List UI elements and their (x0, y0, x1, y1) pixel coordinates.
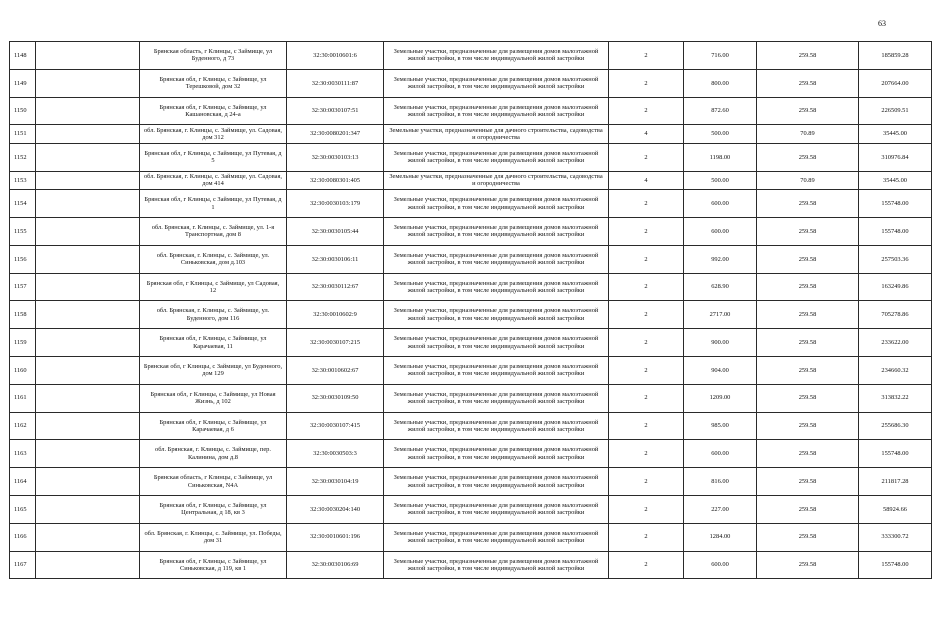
area-cell: 992.00 (684, 245, 757, 273)
land-use-cell: Земельные участки, предназначенные для размещения домов малоэтажной жилой застройки, в том числе индивидуальной жилой застройки (384, 190, 609, 218)
empty-cell (36, 523, 140, 551)
rate-cell: 259.58 (757, 495, 859, 523)
address-cell: Брянская обл, г Клинцы, с Займище, ул Центральная, д 18, кв 3 (140, 495, 287, 523)
area-cell: 872.60 (684, 97, 757, 125)
land-use-cell: Земельные участки, предназначенные для дачного строительства, садоводства и огородничества (384, 125, 609, 144)
address-cell: обл. Брянская, г. Клинцы, с. Займище, ул. Синьковская, дом д.103 (140, 245, 287, 273)
cadastral-value-cell: 35445.00 (859, 125, 932, 144)
empty-cell (36, 125, 140, 144)
empty-cell (36, 190, 140, 218)
cadastral-value-cell: 185859.28 (859, 42, 932, 70)
category-cell: 2 (609, 273, 684, 301)
table-row (10, 301, 932, 329)
cadastral-number-cell: 32:30:0030204:140 (287, 495, 384, 523)
table-row (10, 495, 932, 523)
row-number-cell: 1153 (10, 171, 36, 190)
area-cell: 500.00 (684, 171, 757, 190)
address-cell: Брянская обл, г Клинцы, с Займище, ул Карачаевая, д 6 (140, 412, 287, 440)
address-cell: Брянская обл, г Клинцы, с Займище, ул Терешковой, дом 32 (140, 69, 287, 97)
rate-cell: 259.58 (757, 440, 859, 468)
land-use-cell: Земельные участки, предназначенные для размещения домов малоэтажной жилой застройки, в том числе индивидуальной жилой застройки (384, 329, 609, 357)
area-cell: 600.00 (684, 190, 757, 218)
rate-cell: 259.58 (757, 329, 859, 357)
address-cell: обл. Брянская, г. Клинцы, с. Займище, ул. Садовая, дом 312 (140, 125, 287, 144)
row-number-cell: 1167 (10, 551, 36, 579)
area-cell: 716.00 (684, 42, 757, 70)
cadastral-number-cell: 32:30:0080301:405 (287, 171, 384, 190)
cadastral-number-cell: 32:30:0030503:3 (287, 440, 384, 468)
table-row (10, 551, 932, 579)
category-cell: 4 (609, 125, 684, 144)
land-use-cell: Земельные участки, предназначенные для размещения домов малоэтажной жилой застройки, в том числе индивидуальной жилой застройки (384, 97, 609, 125)
rate-cell: 259.58 (757, 273, 859, 301)
category-cell: 2 (609, 329, 684, 357)
rate-cell: 259.58 (757, 356, 859, 384)
rate-cell: 70.89 (757, 171, 859, 190)
land-use-cell: Земельные участки, предназначенные для размещения домов малоэтажной жилой застройки, в том числе индивидуальной жилой застройки (384, 245, 609, 273)
table-row (10, 245, 932, 273)
empty-cell (36, 143, 140, 171)
cadastral-number-cell: 32:30:0030109:50 (287, 384, 384, 412)
cadastral-number-cell: 32:30:0030106:11 (287, 245, 384, 273)
cadastral-number-cell: 32:30:0010601:6 (287, 42, 384, 70)
row-number-cell: 1161 (10, 384, 36, 412)
table-row (10, 329, 932, 357)
cadastral-value-cell: 234660.32 (859, 356, 932, 384)
cadastral-value-cell: 255686.30 (859, 412, 932, 440)
category-cell: 2 (609, 523, 684, 551)
empty-cell (36, 245, 140, 273)
row-number-cell: 1155 (10, 217, 36, 245)
land-use-cell: Земельные участки, предназначенные для размещения домов малоэтажной жилой застройки, в том числе индивидуальной жилой застройки (384, 217, 609, 245)
area-cell: 800.00 (684, 69, 757, 97)
row-number-cell: 1163 (10, 440, 36, 468)
cadastral-value-cell: 211817.28 (859, 468, 932, 496)
cadastral-value-cell: 257503.36 (859, 245, 932, 273)
rate-cell: 259.58 (757, 143, 859, 171)
table-row (10, 190, 932, 218)
cadastral-number-cell: 32:30:0010602:67 (287, 356, 384, 384)
rate-cell: 259.58 (757, 384, 859, 412)
table-row (10, 468, 932, 496)
land-use-cell: Земельные участки, предназначенные для размещения домов малоэтажной жилой застройки, в том числе индивидуальной жилой застройки (384, 143, 609, 171)
row-number-cell: 1166 (10, 523, 36, 551)
cadastral-value-cell: 58924.66 (859, 495, 932, 523)
address-cell: обл. Брянская, г. Клинцы, с. Займище, ул. 1-я Транспортная, дом 8 (140, 217, 287, 245)
empty-cell (36, 301, 140, 329)
category-cell: 2 (609, 468, 684, 496)
rate-cell: 259.58 (757, 217, 859, 245)
cadastral-value-cell: 155748.00 (859, 190, 932, 218)
land-use-cell: Земельные участки, предназначенные для дачного строительства, садоводства и огородничества (384, 171, 609, 190)
cadastral-number-cell: 32:30:0030111:87 (287, 69, 384, 97)
rate-cell: 259.58 (757, 245, 859, 273)
rate-cell: 70.89 (757, 125, 859, 144)
row-number-cell: 1157 (10, 273, 36, 301)
table-row (10, 384, 932, 412)
cadastral-value-cell: 207664.00 (859, 69, 932, 97)
area-cell: 2717.00 (684, 301, 757, 329)
cadastral-number-cell: 32:30:0010602:9 (287, 301, 384, 329)
row-number-cell: 1162 (10, 412, 36, 440)
table-row (10, 171, 932, 190)
land-use-cell: Земельные участки, предназначенные для размещения домов малоэтажной жилой застройки, в том числе индивидуальной жилой застройки (384, 440, 609, 468)
cadastral-number-cell: 32:30:0030103:179 (287, 190, 384, 218)
area-cell: 1198.00 (684, 143, 757, 171)
table-row (10, 356, 932, 384)
page-number: 63 (878, 19, 886, 28)
address-cell: Брянская область, г Клинцы, с Займище, ул Синьковская, N4А (140, 468, 287, 496)
row-number-cell: 1148 (10, 42, 36, 70)
row-number-cell: 1152 (10, 143, 36, 171)
table-row (10, 440, 932, 468)
area-cell: 227.00 (684, 495, 757, 523)
empty-cell (36, 440, 140, 468)
category-cell: 2 (609, 97, 684, 125)
land-use-cell: Земельные участки, предназначенные для размещения домов малоэтажной жилой застройки, в том числе индивидуальной жилой застройки (384, 273, 609, 301)
cadastral-number-cell: 32:30:0030107:215 (287, 329, 384, 357)
row-number-cell: 1156 (10, 245, 36, 273)
rate-cell: 259.58 (757, 42, 859, 70)
address-cell: Брянская обл, г Клинцы, с Займище, ул Кашановская, д 24-а (140, 97, 287, 125)
table-row (10, 69, 932, 97)
cadastral-value-cell: 226509.51 (859, 97, 932, 125)
row-number-cell: 1159 (10, 329, 36, 357)
cadastral-number-cell: 32:30:0030104:19 (287, 468, 384, 496)
rate-cell: 259.58 (757, 412, 859, 440)
cadastral-value-cell: 333300.72 (859, 523, 932, 551)
cadastral-number-cell: 32:30:0030107:51 (287, 97, 384, 125)
empty-cell (36, 356, 140, 384)
row-number-cell: 1149 (10, 69, 36, 97)
rate-cell: 259.58 (757, 551, 859, 579)
category-cell: 2 (609, 356, 684, 384)
row-number-cell: 1150 (10, 97, 36, 125)
area-cell: 900.00 (684, 329, 757, 357)
table-row (10, 523, 932, 551)
table-body (10, 42, 932, 579)
empty-cell (36, 384, 140, 412)
cadastral-value-cell: 155748.00 (859, 440, 932, 468)
cadastral-value-cell: 233622.00 (859, 329, 932, 357)
area-cell: 500.00 (684, 125, 757, 144)
table-row (10, 412, 932, 440)
cadastral-number-cell: 32:30:0030112:67 (287, 273, 384, 301)
category-cell: 2 (609, 217, 684, 245)
area-cell: 600.00 (684, 551, 757, 579)
empty-cell (36, 468, 140, 496)
rate-cell: 259.58 (757, 301, 859, 329)
table-row (10, 42, 932, 70)
cadastral-value-cell: 310976.84 (859, 143, 932, 171)
empty-cell (36, 69, 140, 97)
category-cell: 2 (609, 143, 684, 171)
cadastral-value-cell: 155748.00 (859, 217, 932, 245)
row-number-cell: 1154 (10, 190, 36, 218)
empty-cell (36, 97, 140, 125)
empty-cell (36, 329, 140, 357)
area-cell: 904.00 (684, 356, 757, 384)
category-cell: 2 (609, 440, 684, 468)
area-cell: 985.00 (684, 412, 757, 440)
address-cell: Брянская обл, г Клинцы, с Займище, ул Новая Жизнь, д 102 (140, 384, 287, 412)
cadastral-number-cell: 32:30:0030105:44 (287, 217, 384, 245)
row-number-cell: 1164 (10, 468, 36, 496)
land-use-cell: Земельные участки, предназначенные для размещения домов малоэтажной жилой застройки, в том числе индивидуальной жилой застройки (384, 69, 609, 97)
category-cell: 2 (609, 384, 684, 412)
category-cell: 2 (609, 69, 684, 97)
rate-cell: 259.58 (757, 523, 859, 551)
address-cell: обл. Брянская, г. Клинцы, с. Займище, ул. Победы, дом 31 (140, 523, 287, 551)
land-use-cell: Земельные участки, предназначенные для размещения домов малоэтажной жилой застройки, в том числе индивидуальной жилой застройки (384, 42, 609, 70)
rate-cell: 259.58 (757, 69, 859, 97)
table-row (10, 125, 932, 144)
cadastral-value-cell: 313832.22 (859, 384, 932, 412)
land-use-cell: Земельные участки, предназначенные для размещения домов малоэтажной жилой застройки, в том числе индивидуальной жилой застройки (384, 468, 609, 496)
land-use-cell: Земельные участки, предназначенные для размещения домов малоэтажной жилой застройки, в том числе индивидуальной жилой застройки (384, 384, 609, 412)
land-use-cell: Земельные участки, предназначенные для размещения домов малоэтажной жилой застройки, в том числе индивидуальной жилой застройки (384, 523, 609, 551)
cadastral-number-cell: 32:30:0010601:196 (287, 523, 384, 551)
address-cell: Брянская обл, г Клинцы, с Займище, ул Путевая, д 1 (140, 190, 287, 218)
category-cell: 2 (609, 551, 684, 579)
cadastral-value-cell: 155748.00 (859, 551, 932, 579)
category-cell: 2 (609, 245, 684, 273)
rate-cell: 259.58 (757, 97, 859, 125)
empty-cell (36, 412, 140, 440)
empty-cell (36, 551, 140, 579)
area-cell: 600.00 (684, 440, 757, 468)
row-number-cell: 1158 (10, 301, 36, 329)
area-cell: 1209.00 (684, 384, 757, 412)
table-row (10, 143, 932, 171)
address-cell: Брянская обл, г Клинцы, с Займище, ул Путевая, д 5 (140, 143, 287, 171)
cadastral-number-cell: 32:30:0030103:13 (287, 143, 384, 171)
row-number-cell: 1165 (10, 495, 36, 523)
address-cell: Брянская обл, г Клинцы, с Займище, ул Буденного, дом 129 (140, 356, 287, 384)
area-cell: 628.90 (684, 273, 757, 301)
address-cell: обл. Брянская, г. Клинцы, с. Займище, ул. Буденного, дом 116 (140, 301, 287, 329)
land-use-cell: Земельные участки, предназначенные для размещения домов малоэтажной жилой застройки, в том числе индивидуальной жилой застройки (384, 301, 609, 329)
empty-cell (36, 273, 140, 301)
table-row (10, 273, 932, 301)
rate-cell: 259.58 (757, 468, 859, 496)
row-number-cell: 1160 (10, 356, 36, 384)
category-cell: 4 (609, 171, 684, 190)
land-use-cell: Земельные участки, предназначенные для размещения домов малоэтажной жилой застройки, в том числе индивидуальной жилой застройки (384, 356, 609, 384)
land-registry-table (9, 41, 932, 579)
land-use-cell: Земельные участки, предназначенные для размещения домов малоэтажной жилой застройки, в том числе индивидуальной жилой застройки (384, 495, 609, 523)
address-cell: обл. Брянская, г. Клинцы, с. Займище, пер. Калинина, дом д.8 (140, 440, 287, 468)
table-row (10, 217, 932, 245)
area-cell: 1284.00 (684, 523, 757, 551)
rate-cell: 259.58 (757, 190, 859, 218)
land-use-cell: Земельные участки, предназначенные для размещения домов малоэтажной жилой застройки, в том числе индивидуальной жилой застройки (384, 551, 609, 579)
cadastral-value-cell: 35445.00 (859, 171, 932, 190)
cadastral-number-cell: 32:30:0030107:415 (287, 412, 384, 440)
category-cell: 2 (609, 190, 684, 218)
empty-cell (36, 495, 140, 523)
category-cell: 2 (609, 42, 684, 70)
area-cell: 600.00 (684, 217, 757, 245)
area-cell: 816.00 (684, 468, 757, 496)
land-use-cell: Земельные участки, предназначенные для размещения домов малоэтажной жилой застройки, в том числе индивидуальной жилой застройки (384, 412, 609, 440)
cadastral-value-cell: 705278.86 (859, 301, 932, 329)
cadastral-number-cell: 32:30:0030106:69 (287, 551, 384, 579)
empty-cell (36, 171, 140, 190)
cadastral-number-cell: 32:30:0080201:347 (287, 125, 384, 144)
address-cell: Брянская обл, г Клинцы, с Займище, ул Садовая, 12 (140, 273, 287, 301)
empty-cell (36, 217, 140, 245)
category-cell: 2 (609, 301, 684, 329)
address-cell: Брянская обл, г Клинцы, с Займище, ул Карачаевая, 11 (140, 329, 287, 357)
empty-cell (36, 42, 140, 70)
address-cell: Брянская обл, г Клинцы, с Займище, ул Синьковская, д 119, кв 1 (140, 551, 287, 579)
address-cell: обл. Брянская, г. Клинцы, с. Займище, ул. Садовая, дом 414 (140, 171, 287, 190)
table-row (10, 97, 932, 125)
category-cell: 2 (609, 495, 684, 523)
cadastral-value-cell: 163249.86 (859, 273, 932, 301)
category-cell: 2 (609, 412, 684, 440)
address-cell: Брянская область, г Клинцы, с Займище, ул Буденного, д 73 (140, 42, 287, 70)
row-number-cell: 1151 (10, 125, 36, 144)
